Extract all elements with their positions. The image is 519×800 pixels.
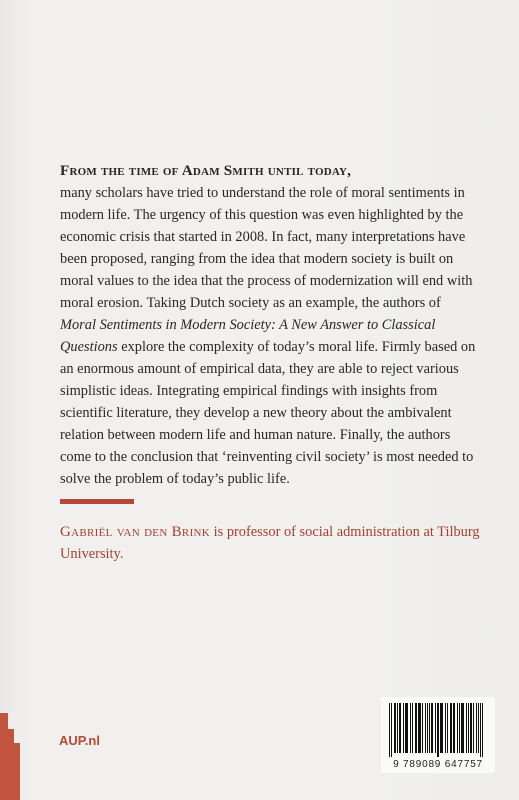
author-bio bbox=[60, 521, 480, 565]
publisher-logo-mark bbox=[0, 713, 20, 800]
author-name: Gabriël van den Brink bbox=[60, 524, 211, 540]
book-title: Moral Sentiments in Modern Society: A New Answer to Classical Questions bbox=[60, 317, 436, 355]
accent-rule bbox=[60, 499, 134, 504]
isbn-number: 9 789089 647757 bbox=[393, 759, 483, 770]
blurb-paragraph bbox=[60, 160, 480, 490]
blurb-lead: From the time of Adam Smith until today, bbox=[60, 162, 352, 179]
isbn-barcode bbox=[381, 697, 495, 773]
author-bio-text: is professor of social administration at Tilburg University. bbox=[60, 524, 480, 562]
publisher-website: AUP.nl bbox=[59, 733, 100, 748]
blurb-text-1: many scholars have tried to understand the role of moral sentiments in modern life. The urgency of this question was even highlighted by the economic crisis that started in 2008. In fact, many interpretations have been proposed, ranging from the idea that modern society is built on moral values to the idea that the process of modernization will end with moral erosion. Taking Dutch society as an example, the authors of bbox=[60, 185, 473, 311]
barcode-bars bbox=[389, 703, 487, 759]
blurb-text-2: explore the complexity of today’s moral life. Firmly based on an enormous amount of empirical data, they are able to reject various simplistic ideas. Integrating empirical findings with insights from scientific literature, they develop a new theory about the ambivalent relation between modern life and human nature. Finally, the authors come to the conclusion that ‘reinventing civil society’ is most needed to solve the problem of today’s public life. bbox=[60, 339, 476, 487]
